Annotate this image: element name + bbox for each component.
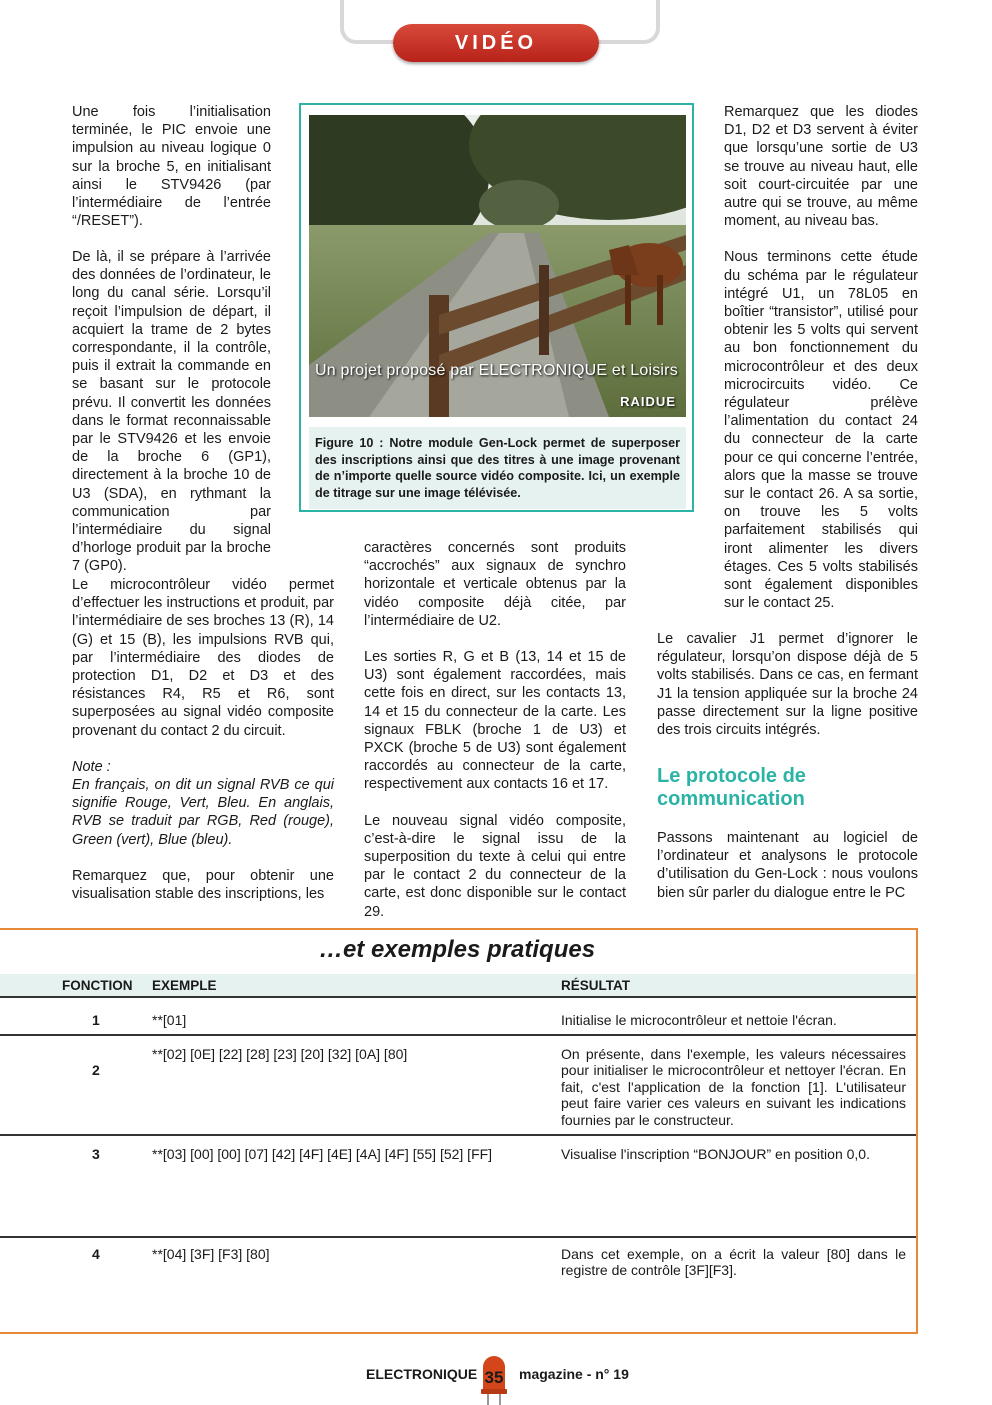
paragraph: caractères concernés sont produits “accrochés” aux signaux de synchro horizontale et verticale obtenus par la vidéo composite déjà citée, par l’intermédiaire de U2.	[364, 540, 626, 629]
row-example: **[04] [3F] [F3] [80]	[152, 1246, 270, 1262]
column-3-top	[724, 103, 918, 612]
channel-logo: RAIDUE	[620, 394, 676, 409]
row-result: On présente, dans l'exemple, les valeurs nécessaires pour initialiser le microcontrôleur et nettoyer l'écran. En fait, c'est l'application de la fonction [1]. L'utilisateur peut faire varier ces valeurs en suivant les indications fournies par le constructeur.	[561, 1046, 906, 1128]
overlay-title: Un projet proposé par ELECTRONIQUE et Loisirs	[315, 362, 678, 379]
figure-photo	[309, 115, 686, 417]
paragraph: Le cavalier J1 permet d’ignorer le régulateur, lorsqu’on dispose déjà de 5 volts stabilisés. Dans ce cas, en fermant J1 la tension appliquée sur la broche 24 passe directement sur la ligne positive des trois circuits intégrés.	[657, 631, 918, 739]
row-number: 4	[92, 1246, 100, 1262]
row-number: 1	[92, 1012, 100, 1028]
note-paragraph: Note : En français, on dit un signal RVB ce qui signifie Rouge, Vert, Bleu. En anglais, RVB se traduit par RGB, Red (rouge), Green (vert), Blue (bleu).	[72, 758, 334, 848]
column-1-bottom	[72, 576, 334, 921]
paragraph: Les sorties R, G et B (13, 14 et 15 de U3) sont également raccordées, mais cette fois en direct, sur les contacts 13, 14 et 15 du connecteur de la carte. Les signaux FBLK (broche 1 de U3) et PXCK (broche 5 de U3) sont également raccordés au connecteur de la carte, respectivement aux contacts 16 et 17.	[364, 649, 626, 793]
column-3-bottom	[657, 630, 918, 757]
section-heading: Le protocole de communication	[657, 765, 806, 810]
section-label: VIDÉO	[393, 24, 599, 62]
page-footer	[0, 1355, 992, 1405]
paragraph: Une fois l’initialisation terminée, le PIC envoie une impulsion au niveau logique 0 sur la broche 5, en initialisant ainsi le STV9426 (par l’intermédiaire de l’entrée “/RESET”).	[72, 104, 271, 230]
paragraph: Le microcontrôleur vidéo permet d’effectuer les instructions et produit, par l’intermédiaire de ses broches 13 (R), 14 (G) et 15 (B), les impulsions RVB qui, par l’intermédiaire des diodes de protection D1, D2 et D3 et des résistances R4, R5 et R6, sont superposées au signal vidéo composite provenant du contact 2 du circuit.	[72, 577, 334, 739]
table-title: …et exemples pratiques	[318, 936, 596, 963]
row-example: **[03] [00] [00] [07] [42] [4F] [4E] [4A] [4F] [55] [52] [FF]	[152, 1146, 493, 1162]
table-divider	[0, 1034, 916, 1036]
row-number: 2	[92, 1062, 100, 1078]
row-example: **[02] [0E] [22] [28] [23] [20] [32] [0A] [80]	[152, 1046, 408, 1062]
table-divider	[0, 1134, 916, 1136]
row-example: **[01]	[152, 1012, 187, 1028]
footer-issue: magazine - n° 19	[519, 1366, 629, 1382]
paragraph: Remarquez que les diodes D1, D2 et D3 servent à éviter que lorsqu’une sortie de U3 se trouve au niveau haut, elle soit court-circuitée par une autre qui se trouve, au même moment, au niveau bas.	[724, 104, 918, 230]
header-exemple: EXEMPLE	[152, 978, 217, 993]
footer-magazine-name: ELECTRONIQUE	[366, 1366, 478, 1382]
row-result: Dans cet exemple, on a écrit la valeur [80] dans le registre de contrôle [3F][F3].	[561, 1246, 906, 1279]
examples-table	[0, 928, 918, 1334]
row-result: Visualise l'inscription “BONJOUR” en position 0,0.	[561, 1146, 870, 1162]
column-1	[72, 103, 271, 248]
table-header	[0, 974, 916, 996]
paragraph: Le nouveau signal vidéo composite, c’est-à-dire le signal issu de la superposition du texte à celui qui entre par le contact 2 du connecteur de la carte, est donc disponible sur le contact 29.	[364, 812, 626, 920]
column-2	[364, 539, 626, 939]
paragraph-text: De là, il se prépare à l’arrivée des données de l’ordinateur, le long du canal série. Lorsqu’il reçoit l’impulsion de départ, il acquiert la trame de 2 bytes correspondante, il la contrôle, puis il extrait la commande en se basant sur le protocole prévu. Il convertit les données dans le format reconnaissable par le STV9426 et les envoie de la broche 6 (GP1), directement à la broche 10 de U3 (SDA), en rythmant la communication par l’intermédiaire du signal d’horloge produit par la broche 7 (GP0).	[72, 249, 271, 575]
figure-10	[299, 103, 694, 512]
table-divider	[0, 1236, 916, 1238]
led-page-icon	[480, 1355, 508, 1405]
column-1-continued	[72, 248, 271, 576]
paragraph: Remarquez que, pour obtenir une visualisation stable des inscriptions, les	[72, 867, 334, 903]
column-3-end	[657, 829, 918, 920]
paragraph	[72, 248, 271, 576]
page-number: 35	[484, 1368, 504, 1387]
paragraph: Passons maintenant au logiciel de l’ordinateur et analysons le protocole d’utilisation du Gen-Lock : nous voulons bien sûr parler du dialogue entre le PC	[657, 830, 918, 901]
header-fonction: FONCTION	[62, 978, 133, 993]
row-result: Initialise le microcontrôleur et nettoie l'écran.	[561, 1012, 837, 1028]
header-resultat: RÉSULTAT	[561, 978, 630, 993]
figure-caption: Figure 10 : Notre module Gen-Lock permet de superposer des inscriptions ainsi que des titres à une image provenant de n’importe quelle source vidéo composite. Ici, un exemple de titrage sur une image télévisée.	[309, 427, 686, 509]
row-number: 3	[92, 1146, 100, 1162]
table-divider	[0, 996, 916, 998]
paragraph: Nous terminons cette étude du schéma par le régulateur intégré U1, un 78L05 en boîtier “transistor”, utilisé pour obtenir les 5 volts qui servent au bon fonctionnement du microcontrôleur et des deux microcircuits vidéo. Ce régulateur prélève l’alimentation du contact 24 du connecteur de la carte pour ce qui concerne l’entrée, alors que la masse se trouve sur le contact 26. A sa sortie, on trouve les 5 volts parfaitement stabilisés qui iront alimenter les divers étages. Ces 5 volts stabilisés sont également disponibles sur le contact 25.	[724, 249, 918, 612]
